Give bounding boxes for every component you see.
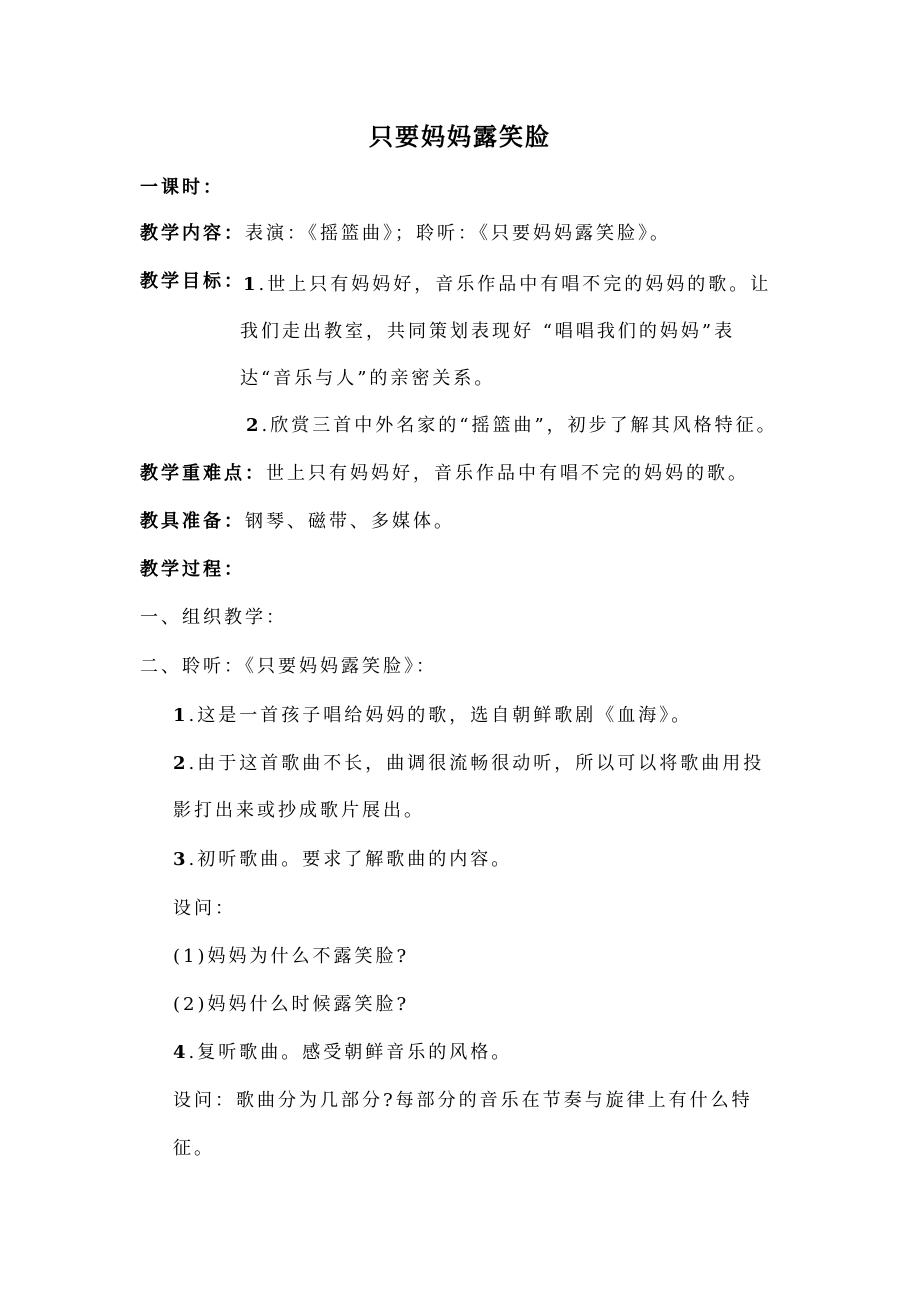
question-1: (1)妈妈为什么不露笑脸? [173,946,410,967]
process-step-1: 一、组织教学： [140,607,287,628]
question-3-text: 歌曲分为几部分?每部分的音乐在节奏与旋律上有什么特 [236,1090,753,1111]
point-4-number: 4 [173,1042,189,1063]
point-3-number: 3 [173,849,189,870]
point-2-line-1 [173,752,764,776]
point-4-text: .复听歌曲。感受朝鲜音乐的风格。 [188,1042,513,1063]
question-label-1: 设问： [173,898,236,919]
point-1-text: .这是一首孩子唱给妈妈的歌，选自朝鲜歌剧《血海》。 [188,705,693,726]
point-3 [173,848,512,872]
point-3-text: .初听歌曲。要求了解歌曲的内容。 [188,849,513,870]
objectives-label: 教学目标： [140,271,245,292]
objective-2 [246,414,778,438]
class-hours: 一课时： [140,177,224,198]
document-title: 只要妈妈露笑脸 [369,123,551,151]
key-points-label: 教学重难点： [140,463,266,484]
point-1 [173,704,692,728]
question-3-line-1 [173,1089,753,1113]
question-label-2: 设问： [173,1090,236,1111]
question-2: (2)妈妈什么时候露笑脸? [173,994,410,1015]
point-2-text: .由于这首歌曲不长，曲调很流畅很动听，所以可以将歌曲用投 [188,753,765,774]
question-3-line-2: 征。 [173,1138,215,1159]
objective-1-line-1 [243,273,771,297]
content-label: 教学内容： [140,223,245,244]
objectives-section [140,270,245,294]
content-section [140,222,671,246]
tools-label: 教具准备： [140,511,245,532]
process-step-2: 二、聆听：《只要妈妈露笑脸》： [140,656,437,677]
tools-text: 钢琴、磁带、多媒体。 [245,511,455,532]
key-points-text: 世上只有妈妈好，音乐作品中有唱不完的妈妈的歌。 [266,463,749,484]
objective-2-number: 2 [246,415,262,436]
point-2-number: 2 [173,753,189,774]
point-4 [173,1041,512,1065]
objective-1-number: 1 [243,274,259,295]
content-text: 表演：《摇篮曲》；聆听：《只要妈妈露笑脸》。 [245,223,671,244]
objective-1-text: .世上只有妈妈好，音乐作品中有唱不完的妈妈的歌。让 [258,274,772,295]
objective-1-line-3: 达“音乐与人”的亲密关系。 [240,368,496,389]
tools-section [140,510,455,534]
process-label: 教学过程： [140,559,245,580]
point-1-number: 1 [173,705,189,726]
objective-2-text: .欣赏三首中外名家的“摇篮曲”，初步了解其风格特征。 [261,415,778,436]
key-points-section [140,462,749,486]
objective-1-line-2: 我们走出教室，共同策划表现好 “唱唱我们的妈妈”表 [240,321,736,342]
point-2-line-2: 影打出来或抄成歌片展出。 [173,800,425,821]
